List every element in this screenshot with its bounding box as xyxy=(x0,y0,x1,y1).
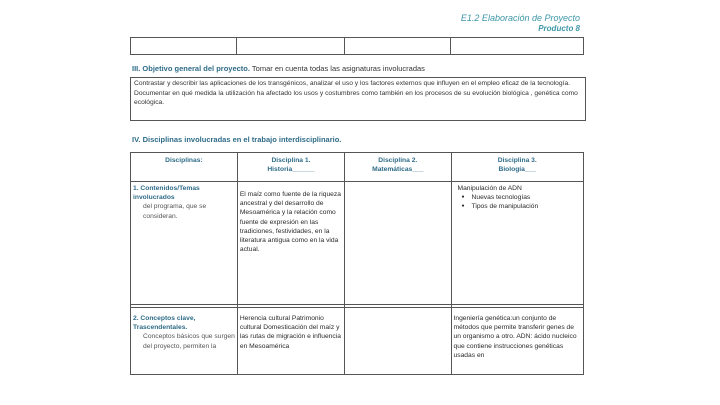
row-2-label-cell xyxy=(131,308,238,375)
stub-cell xyxy=(451,38,584,55)
row-1-historia-cell xyxy=(237,182,344,305)
table-row xyxy=(131,182,584,305)
stub-cell xyxy=(344,38,450,55)
table-row xyxy=(131,308,584,375)
row-1-historia: El maíz como fuente de la riqueza ancestral y del desarrollo de Mesoamérica y la relación como fuente de expresión en las tradiciones, festividades, en la literatura antigua como en la vida actual. xyxy=(239,191,341,254)
row-2-biologia-cell xyxy=(451,308,583,375)
header-product: Producto 8 xyxy=(538,24,580,33)
row-2-matematicas-cell xyxy=(345,308,451,375)
previous-table-stub xyxy=(130,37,584,55)
row-2-sub: Conceptos básicos que surgen del proyecto, permiten la xyxy=(143,333,235,350)
page-header xyxy=(461,13,580,34)
row-1-label-cell xyxy=(131,182,238,305)
stub-cell xyxy=(237,38,344,55)
row-1-biologia-title: Manipulación de ADN xyxy=(457,185,522,192)
row-2-historia: Herencia cultural Patrimonio cultural Domesticación del maíz y las rutas de migración e influencia en Mesoamérica xyxy=(239,315,341,350)
section-3-heading xyxy=(132,64,425,73)
section-4-title: IV. Disciplinas involucradas en el trabajo interdisciplinario. xyxy=(132,135,342,144)
section-3-title: III. Objetivo general del proyecto. xyxy=(132,64,250,73)
row-1-sub: del programa, que se consideran. xyxy=(143,203,207,220)
section-3-note: Tomar en cuenta todas las asignaturas involucradas xyxy=(251,64,425,73)
header-title: E1.2 Elaboración de Proyecto xyxy=(460,13,580,23)
row-2-label: 2. Conceptos clave, Trascendentales. xyxy=(133,315,196,332)
header-disciplina-3: Disciplina 3. Biología___ xyxy=(451,153,583,182)
row-1-biologia-cell xyxy=(451,182,583,305)
list-item: ● Tipos de manipulación xyxy=(472,202,581,211)
biologia-list xyxy=(454,193,581,211)
list-item: ● Nuevas tecnologías xyxy=(472,193,581,202)
row-2-historia-cell xyxy=(237,308,344,375)
table-header-row xyxy=(131,153,584,182)
objective-box xyxy=(130,77,586,121)
objective-text: Contrastar y describir las aplicaciones de los transgénicos, analizar el uso y los factores externos que influyen en el empleo eficaz de la tecnología. Documentar en qué medida la utilización ha afectado los usos y costumbres como también en los procesos de su evolución biológica , genética como ecológica. xyxy=(134,80,578,106)
stub-cell xyxy=(131,38,237,55)
row-1-matematicas-cell xyxy=(345,182,451,305)
header-disciplina-1: Disciplina 1. Historia______ xyxy=(237,153,344,182)
row-1-label: 1. Contenidos/Temas involucrados xyxy=(133,185,200,202)
header-disciplina-2: Disciplina 2. Matemáticas___ xyxy=(345,153,451,182)
section-4-heading xyxy=(132,135,341,144)
row-2-biologia: Ingeniería genética:un conjunto de métodos que permite transferir genes de un organismo a otro. ADN: ácido nucleico que contiene instrucciones genéticas usadas en xyxy=(453,315,577,359)
disciplines-table xyxy=(130,152,584,375)
header-disciplinas: Disciplinas: xyxy=(131,153,238,182)
